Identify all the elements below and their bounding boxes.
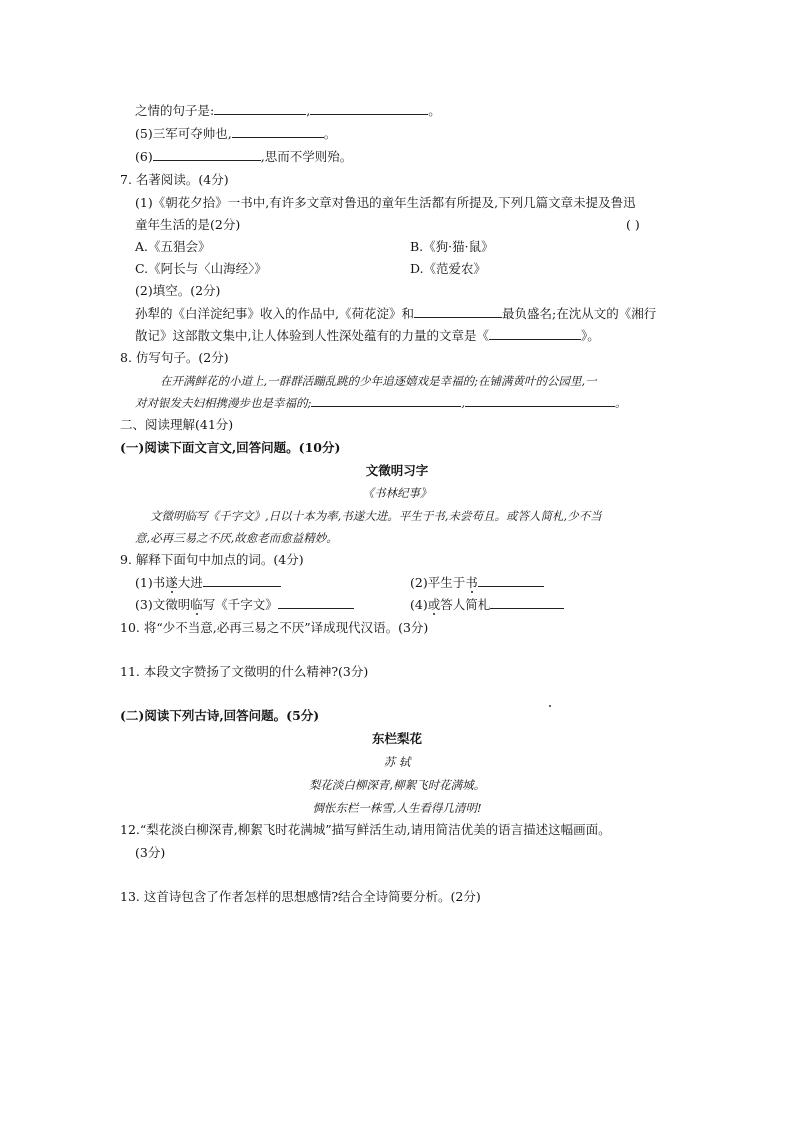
scan-speck: [549, 705, 551, 707]
answer-blank[interactable]: [214, 103, 306, 115]
section-heading: 二、阅读理解(41分): [120, 417, 234, 432]
q6-line1: 之情的句子是: , 。: [135, 103, 441, 118]
q6-line3: (6) ,思而不学则殆。: [135, 149, 353, 164]
q12-line2: (3分): [135, 845, 166, 860]
passage-title: 文徵明习字: [365, 463, 429, 478]
q6-line2: (5)三军可夺帅也, 。: [135, 126, 337, 141]
q12-line1: 12.“梨花淡白柳深青,柳絮飞时花满城”描写鲜活生动,请用简洁优美的语言描述这幅画面。: [120, 822, 611, 837]
q9-item1: (1)书遂大进: [135, 575, 281, 591]
answer-blank[interactable]: [203, 575, 281, 587]
answer-blank[interactable]: [414, 306, 502, 318]
q9-title: 9. 解释下面句中加点的词。(4分): [120, 552, 304, 567]
answer-blank[interactable]: [310, 103, 428, 115]
answer-blank[interactable]: [153, 149, 261, 161]
q8-example-line1: 在开满鲜花的小道上,一群群活蹦乱跳的少年追逐嬉戏是幸福的;在铺满黄叶的公园里,一: [160, 374, 597, 388]
option-d: D.《范爱农》: [410, 261, 487, 276]
passage-line1: 文徵明临写《千字文》,日以十本为率,书遂大进。平生于书,未尝苟且。或答人简札,少不当: [150, 509, 602, 523]
poem-line1: 梨花淡白柳深青,柳絮飞时花满城。: [308, 778, 486, 792]
q8-example-line2: 对对银发夫妇相携漫步也是幸福的; , 。: [135, 396, 627, 410]
q7-p2-line2: 散记》这部散文集中,让人体验到人性深处蕴有的力量的文章是《 》。: [135, 328, 600, 343]
q13-text: 13. 这首诗包含了作者怎样的思想感情?结合全诗简要分析。(2分): [120, 889, 481, 904]
q7-p1-line1: (1)《朝花夕拾》一书中,有许多文章对鲁迅的童年生活都有所提及,下列几篇文章未提及鲁迅: [135, 195, 636, 210]
q7-p1-line2: 童年生活的是(2分): [135, 217, 241, 232]
q10-text: 10. 将“少不当意,必再三易之不厌”译成现代汉语。(3分): [120, 620, 429, 635]
q9-item4: (4)或答人简札: [410, 597, 564, 613]
q7-p2-title: (2)填空。(2分): [135, 283, 221, 298]
q9-item2: (2)平生于书: [410, 575, 544, 591]
passage-line2: 意,必再三易之不厌,故愈老而愈益精妙。: [135, 531, 338, 545]
q8-title: 8. 仿写句子。(2分): [120, 350, 229, 365]
answer-blank[interactable]: [490, 597, 564, 609]
poem-author: 苏 轼: [383, 755, 411, 769]
q7-title: 7. 名著阅读。(4分): [120, 172, 229, 187]
answer-blank[interactable]: [232, 126, 324, 138]
answer-blank[interactable]: [311, 395, 461, 407]
option-b: B.《狗·猫·鼠》: [410, 239, 494, 254]
q9-item3: (3)文徵明临写《千字文》: [135, 597, 354, 613]
q11-text: 11. 本段文字赞扬了文徵明的什么精神?(3分): [120, 664, 369, 679]
part2-heading: (二)阅读下列古诗,回答问题。(5分): [120, 708, 320, 723]
answer-blank[interactable]: [465, 395, 615, 407]
poem-title: 东栏梨花: [371, 731, 422, 746]
passage-source: 《书林纪事》: [362, 486, 432, 500]
answer-blank[interactable]: [478, 575, 544, 587]
option-a: A.《五猖会》: [135, 239, 211, 254]
q7-p2-line1: 孙犁的《白洋淀纪事》收入的作品中,《荷花淀》和 最负盛名;在沈从文的《湘行: [135, 306, 657, 321]
option-c: C.《阿长与〈山海经〉》: [135, 261, 267, 276]
part1-heading: (一)阅读下面文言文,回答问题。(10分): [120, 440, 341, 455]
poem-line2: 惆怅东栏一株雪,人生看得几清明!: [312, 801, 482, 815]
answer-bracket[interactable]: ( ): [626, 217, 640, 232]
answer-blank[interactable]: [278, 597, 354, 609]
answer-blank[interactable]: [489, 328, 581, 340]
